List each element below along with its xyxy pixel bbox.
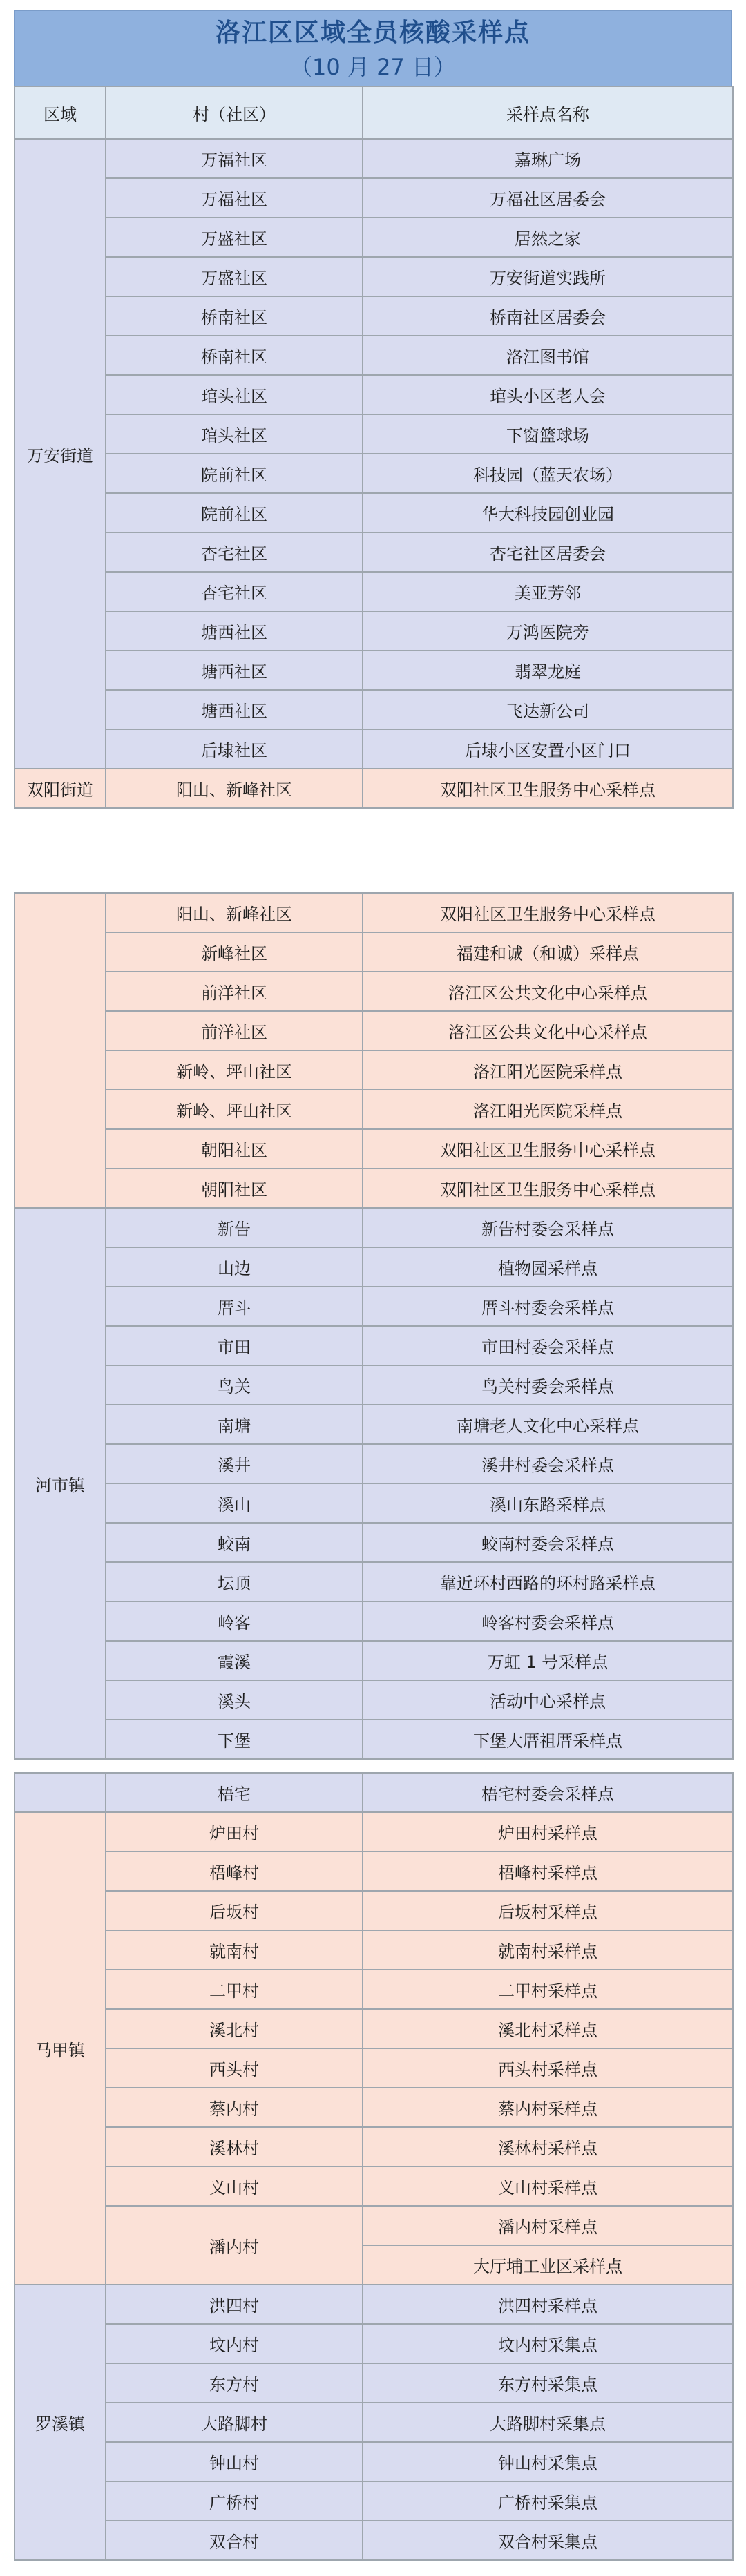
village-cell: 梧宅	[106, 1773, 363, 1812]
village-cell: 蛟南	[106, 1523, 363, 1562]
table-row	[15, 1523, 733, 1562]
village-cell: 溪山	[106, 1483, 363, 1523]
site-cell: 下窗篮球场	[363, 414, 733, 454]
village-cell: 杏宅社区	[106, 532, 363, 572]
village-cell: 霞溪	[106, 1641, 363, 1680]
table-row	[15, 2285, 733, 2324]
table-row	[15, 1602, 733, 1641]
village-cell: 大路脚村	[106, 2403, 363, 2442]
site-cell: 洛江阳光医院采样点	[363, 1090, 733, 1129]
site-cell: 洪四村采样点	[363, 2285, 733, 2324]
table-row	[15, 296, 733, 336]
village-cell: 潘内村	[106, 2206, 363, 2285]
village-cell: 桥南社区	[106, 336, 363, 375]
site-cell: 市田村委会采样点	[363, 1326, 733, 1365]
site-cell: 双阳社区卫生服务中心采样点	[363, 1129, 733, 1169]
table-row	[15, 493, 733, 532]
table-row	[15, 178, 733, 218]
site-cell: 西头村采样点	[363, 2048, 733, 2088]
site-cell: 福建和诚（和诚）采样点	[363, 932, 733, 972]
table-row	[15, 1090, 733, 1129]
region-cell: 河市镇	[15, 1208, 106, 1759]
table-row	[15, 414, 733, 454]
site-cell: 植物园采样点	[363, 1247, 733, 1287]
table-row	[15, 2127, 733, 2166]
site-cell: 琯头小区老人会	[363, 375, 733, 414]
table-row	[15, 336, 733, 375]
table-row	[15, 1852, 733, 1891]
village-cell: 万福社区	[106, 139, 363, 178]
site-cell: 炉田村采样点	[363, 1812, 733, 1852]
site-cell: 广桥村采集点	[363, 2481, 733, 2521]
village-cell: 杏宅社区	[106, 572, 363, 611]
site-cell: 岭客村委会采样点	[363, 1602, 733, 1641]
table-row	[15, 1483, 733, 1523]
table-row	[15, 1247, 733, 1287]
site-cell: 鸟关村委会采样点	[363, 1365, 733, 1405]
village-cell: 塘西社区	[106, 690, 363, 729]
site-cell: 万虹 1 号采样点	[363, 1641, 733, 1680]
site-cell: 靠近环村西路的环村路采样点	[363, 1562, 733, 1602]
header-village: 村（社区）	[106, 86, 363, 139]
table-row	[15, 1326, 733, 1365]
table-row	[15, 2521, 733, 2560]
village-cell: 后坂村	[106, 1891, 363, 1930]
table-row	[15, 1011, 733, 1050]
village-cell: 万盛社区	[106, 257, 363, 296]
site-cell: 美亚芳邻	[363, 572, 733, 611]
site-cell: 坟内村采集点	[363, 2324, 733, 2363]
site-cell: 居然之家	[363, 218, 733, 257]
region-cell: 双阳街道	[15, 769, 106, 808]
table-row	[15, 2166, 733, 2206]
table-row	[15, 1773, 733, 1812]
table-row	[15, 1930, 733, 1970]
village-cell: 新岭、坪山社区	[106, 1050, 363, 1090]
village-cell: 广桥村	[106, 2481, 363, 2521]
table-row	[15, 2009, 733, 2048]
table-row	[15, 1970, 733, 2009]
site-cell: 科技园（蓝天农场）	[363, 454, 733, 493]
table-row	[15, 1812, 733, 1852]
site-cell: 东方村采集点	[363, 2363, 733, 2403]
village-cell: 山边	[106, 1247, 363, 1287]
village-cell: 院前社区	[106, 493, 363, 532]
site-cell: 双阳社区卫生服务中心采样点	[363, 769, 733, 808]
table-row	[15, 1641, 733, 1680]
site-cell: 桥南社区居委会	[363, 296, 733, 336]
village-cell: 新岭、坪山社区	[106, 1090, 363, 1129]
site-cell: 梧峰村采样点	[363, 1852, 733, 1891]
table-row	[15, 139, 733, 178]
table-row	[15, 572, 733, 611]
table-row	[15, 1444, 733, 1483]
site-cell: 万安街道实践所	[363, 257, 733, 296]
table-row	[15, 2481, 733, 2521]
site-cell: 洛江区公共文化中心采样点	[363, 972, 733, 1011]
table-row	[15, 2324, 733, 2363]
table-row	[15, 972, 733, 1011]
site-cell: 杏宅社区居委会	[363, 532, 733, 572]
table-row	[15, 257, 733, 296]
table-row	[15, 729, 733, 769]
site-cell: 就南村采样点	[363, 1930, 733, 1970]
site-cell: 钟山村采集点	[363, 2442, 733, 2481]
village-cell: 朝阳社区	[106, 1169, 363, 1208]
village-cell: 义山村	[106, 2166, 363, 2206]
table-row	[15, 1720, 733, 1759]
table-row	[15, 893, 733, 932]
table-section-2	[14, 892, 734, 1760]
village-cell: 就南村	[106, 1930, 363, 1970]
table-row	[15, 1562, 733, 1602]
site-cell: 洛江区公共文化中心采样点	[363, 1011, 733, 1050]
site-cell: 溪林村采样点	[363, 2127, 733, 2166]
village-cell: 琯头社区	[106, 414, 363, 454]
page-title: 洛江区区域全员核酸采样点	[215, 19, 530, 47]
site-cell: 双阳社区卫生服务中心采样点	[363, 1169, 733, 1208]
site-cell: 飞达新公司	[363, 690, 733, 729]
region-cell	[15, 893, 106, 1208]
village-cell: 蔡内村	[106, 2088, 363, 2127]
village-cell: 钟山村	[106, 2442, 363, 2481]
village-cell: 阳山、新峰社区	[106, 769, 363, 808]
site-cell: 梧宅村委会采样点	[363, 1773, 733, 1812]
site-cell: 潘内村采样点	[363, 2206, 733, 2245]
village-cell: 厝斗	[106, 1287, 363, 1326]
village-cell: 万福社区	[106, 178, 363, 218]
site-cell: 洛江图书馆	[363, 336, 733, 375]
site-cell: 义山村采样点	[363, 2166, 733, 2206]
region-cell: 马甲镇	[15, 1812, 106, 2285]
village-cell: 塘西社区	[106, 611, 363, 651]
village-cell: 下堡	[106, 1720, 363, 1759]
table-row	[15, 769, 733, 808]
site-cell: 二甲村采样点	[363, 1970, 733, 2009]
site-cell: 厝斗村委会采样点	[363, 1287, 733, 1326]
table-row	[15, 1680, 733, 1720]
site-cell: 万鸿医院旁	[363, 611, 733, 651]
site-cell: 大厅埔工业区采样点	[363, 2245, 733, 2285]
header-site: 采样点名称	[363, 86, 733, 139]
site-cell: 新告村委会采样点	[363, 1208, 733, 1247]
village-cell: 阳山、新峰社区	[106, 893, 363, 932]
site-cell: 洛江阳光医院采样点	[363, 1050, 733, 1090]
table-row	[15, 532, 733, 572]
site-cell: 活动中心采样点	[363, 1680, 733, 1720]
village-cell: 西头村	[106, 2048, 363, 2088]
village-cell: 后埭社区	[106, 729, 363, 769]
site-cell: 华大科技园创业园	[363, 493, 733, 532]
table-row	[15, 1891, 733, 1930]
village-cell: 朝阳社区	[106, 1129, 363, 1169]
village-cell: 坛顶	[106, 1562, 363, 1602]
table-row	[15, 218, 733, 257]
region-cell	[15, 1773, 106, 1812]
village-cell: 溪井	[106, 1444, 363, 1483]
table-row	[15, 1129, 733, 1169]
site-cell: 下堡大厝祖厝采样点	[363, 1720, 733, 1759]
village-cell: 前洋社区	[106, 1011, 363, 1050]
village-cell: 新告	[106, 1208, 363, 1247]
site-cell: 大路脚村采集点	[363, 2403, 733, 2442]
table-row	[15, 1405, 733, 1444]
site-cell: 翡翠龙庭	[363, 651, 733, 690]
site-cell: 溪山东路采样点	[363, 1483, 733, 1523]
region-cell: 万安街道	[15, 139, 106, 769]
table-row	[15, 611, 733, 651]
table-row	[15, 2206, 733, 2245]
header-region: 区域	[15, 86, 106, 139]
table-row	[15, 2048, 733, 2088]
site-cell: 蛟南村委会采样点	[363, 1523, 733, 1562]
table-header-row	[15, 86, 733, 139]
table-row	[15, 690, 733, 729]
site-cell: 后埭小区安置小区门口	[363, 729, 733, 769]
village-cell: 坟内村	[106, 2324, 363, 2363]
site-cell: 南塘老人文化中心采样点	[363, 1405, 733, 1444]
site-cell: 溪北村采样点	[363, 2009, 733, 2048]
table-row	[15, 1050, 733, 1090]
village-cell: 双合村	[106, 2521, 363, 2560]
village-cell: 塘西社区	[106, 651, 363, 690]
village-cell: 新峰社区	[106, 932, 363, 972]
table-row	[15, 1365, 733, 1405]
village-cell: 溪头	[106, 1680, 363, 1720]
village-cell: 岭客	[106, 1602, 363, 1641]
village-cell: 溪北村	[106, 2009, 363, 2048]
table-row	[15, 454, 733, 493]
village-cell: 炉田村	[106, 1812, 363, 1852]
village-cell: 市田	[106, 1326, 363, 1365]
village-cell: 桥南社区	[106, 296, 363, 336]
site-cell: 双合村采集点	[363, 2521, 733, 2560]
village-cell: 琯头社区	[106, 375, 363, 414]
village-cell: 溪林村	[106, 2127, 363, 2166]
village-cell: 南塘	[106, 1405, 363, 1444]
village-cell: 洪四村	[106, 2285, 363, 2324]
village-cell: 万盛社区	[106, 218, 363, 257]
village-cell: 前洋社区	[106, 972, 363, 1011]
table-row	[15, 2442, 733, 2481]
table-row	[15, 1287, 733, 1326]
village-cell: 东方村	[106, 2363, 363, 2403]
site-cell: 双阳社区卫生服务中心采样点	[363, 893, 733, 932]
title-banner	[14, 10, 732, 87]
table-row	[15, 2363, 733, 2403]
table-row	[15, 375, 733, 414]
table-row	[15, 1169, 733, 1208]
table-row	[15, 651, 733, 690]
site-cell: 万福社区居委会	[363, 178, 733, 218]
village-cell: 院前社区	[106, 454, 363, 493]
page-subtitle: （10 月 27 日）	[290, 54, 456, 80]
site-cell: 嘉琳广场	[363, 139, 733, 178]
table-row	[15, 932, 733, 972]
village-cell: 二甲村	[106, 1970, 363, 2009]
table-section-3	[14, 1772, 734, 2561]
village-cell: 鸟关	[106, 1365, 363, 1405]
site-cell: 后坂村采样点	[363, 1891, 733, 1930]
site-cell: 蔡内村采样点	[363, 2088, 733, 2127]
table-section-1	[14, 86, 734, 809]
site-cell: 溪井村委会采样点	[363, 1444, 733, 1483]
table-row	[15, 2088, 733, 2127]
region-cell: 罗溪镇	[15, 2285, 106, 2560]
table-row	[15, 1208, 733, 1247]
table-row	[15, 2403, 733, 2442]
village-cell: 梧峰村	[106, 1852, 363, 1891]
